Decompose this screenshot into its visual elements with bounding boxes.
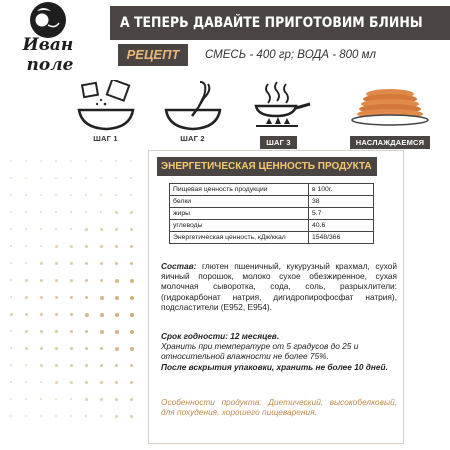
decorative-dot bbox=[40, 245, 42, 247]
decorative-dot bbox=[115, 398, 118, 401]
decorative-dot bbox=[10, 245, 12, 247]
decorative-dot bbox=[25, 194, 27, 196]
nutrition-value: 38 bbox=[309, 196, 374, 208]
decorative-dot bbox=[10, 228, 12, 230]
nutrition-title: ЭНЕРГЕТИЧЕСКАЯ ЦЕННОСТЬ ПРОДУКТА bbox=[157, 157, 377, 176]
mixing-bowl-pour-icon bbox=[71, 80, 141, 132]
decorative-dot bbox=[115, 211, 118, 214]
brand-logo bbox=[4, 0, 92, 78]
step-3-label: ШАГ 3 bbox=[260, 136, 296, 149]
decorative-dot bbox=[85, 313, 89, 317]
decorative-dot bbox=[10, 262, 12, 264]
decorative-dot bbox=[130, 194, 132, 196]
decorative-dot bbox=[10, 194, 12, 196]
decorative-dot bbox=[115, 296, 119, 300]
table-row bbox=[170, 184, 374, 196]
decorative-dot bbox=[40, 330, 43, 333]
decorative-dot bbox=[85, 211, 87, 213]
decorative-dot bbox=[100, 330, 104, 334]
decorative-dot bbox=[40, 313, 43, 316]
decorative-dot bbox=[100, 245, 103, 248]
nutrition-value: 5.7 bbox=[309, 208, 374, 220]
decorative-dot bbox=[55, 296, 58, 299]
decorative-dot bbox=[25, 364, 27, 366]
recipe-badge: РЕЦЕПТ bbox=[118, 44, 188, 66]
decorative-dot bbox=[70, 381, 73, 384]
decorative-dot bbox=[55, 211, 57, 213]
decorative-dot bbox=[115, 347, 119, 351]
decorative-dot bbox=[85, 381, 88, 384]
decorative-dot bbox=[70, 296, 73, 299]
nutrition-name: белки bbox=[170, 196, 309, 208]
table-row bbox=[170, 220, 374, 232]
decorative-dot bbox=[115, 194, 117, 196]
decorative-dot bbox=[85, 415, 87, 417]
decorative-dot bbox=[100, 364, 103, 367]
decorative-dot bbox=[10, 347, 12, 349]
brand-line2: поле bbox=[26, 55, 74, 75]
decorative-dot bbox=[85, 330, 88, 333]
info-panel bbox=[148, 150, 404, 444]
table-row bbox=[170, 208, 374, 220]
decorative-dot bbox=[40, 211, 42, 213]
decorative-dot bbox=[115, 228, 118, 231]
step-2-label: ШАГ 2 bbox=[180, 134, 205, 143]
decorative-dot bbox=[55, 160, 57, 162]
decorative-dot bbox=[85, 398, 88, 401]
decorative-dot bbox=[40, 381, 42, 383]
decorative-dot bbox=[85, 160, 87, 162]
decorative-dot bbox=[25, 296, 28, 299]
decorative-dot bbox=[25, 347, 28, 350]
decorative-dot bbox=[85, 245, 88, 248]
decorative-dot bbox=[70, 211, 72, 213]
header bbox=[0, 0, 450, 80]
decorative-dot bbox=[130, 398, 133, 401]
decorative-dot bbox=[55, 347, 58, 350]
decorative-dot bbox=[25, 177, 27, 179]
decorative-dot bbox=[25, 245, 27, 247]
composition-text bbox=[161, 261, 397, 312]
recipe-steps bbox=[0, 80, 450, 148]
decorative-dot bbox=[10, 279, 12, 281]
decorative-dot bbox=[115, 177, 117, 179]
decorative-dot bbox=[115, 364, 118, 367]
decorative-dot bbox=[10, 296, 12, 298]
decorative-dot bbox=[10, 381, 12, 383]
decorative-dot bbox=[130, 262, 133, 265]
decorative-dot bbox=[40, 347, 43, 350]
decorative-dot bbox=[40, 364, 43, 367]
decorative-dot bbox=[130, 415, 133, 418]
decorative-dot bbox=[40, 415, 42, 417]
decorative-dot bbox=[70, 194, 72, 196]
decorative-dot bbox=[55, 279, 58, 282]
decorative-dot bbox=[25, 262, 27, 264]
decorative-dot bbox=[55, 194, 57, 196]
decorative-dot bbox=[130, 296, 134, 300]
decorative-dot bbox=[25, 211, 27, 213]
decorative-dot bbox=[70, 364, 73, 367]
decorative-dot bbox=[100, 296, 104, 300]
decorative-dot bbox=[115, 381, 118, 384]
decorative-dot bbox=[25, 381, 27, 383]
table-row bbox=[170, 232, 374, 244]
decorative-dot bbox=[40, 194, 42, 196]
brand-line1: Иван bbox=[22, 35, 74, 55]
decorative-dot bbox=[130, 381, 133, 384]
decorative-dot bbox=[40, 177, 42, 179]
decorative-dot bbox=[55, 398, 57, 400]
step-2 bbox=[150, 80, 235, 143]
decorative-dot bbox=[25, 313, 28, 316]
decorative-dot bbox=[130, 364, 133, 367]
decorative-dot bbox=[100, 160, 102, 162]
nutrition-name: жиры bbox=[170, 208, 309, 220]
decorative-dot bbox=[130, 177, 132, 179]
decorative-dot bbox=[85, 228, 88, 231]
decorative-dot bbox=[55, 313, 58, 316]
decorative-dot bbox=[40, 398, 42, 400]
decorative-dot bbox=[130, 313, 134, 317]
decorative-dot bbox=[115, 415, 118, 418]
decorative-dot bbox=[70, 415, 72, 417]
decorative-dot bbox=[70, 330, 73, 333]
frying-pan-stove-icon bbox=[244, 80, 314, 132]
decorative-dot bbox=[130, 279, 134, 283]
step-4-label: НАСЛАЖДАЕМСЯ bbox=[350, 136, 431, 149]
decorative-dot bbox=[70, 398, 72, 400]
decorative-dot bbox=[70, 279, 73, 282]
table-row bbox=[170, 196, 374, 208]
step-3 bbox=[236, 80, 321, 150]
decorative-dot bbox=[115, 262, 118, 265]
decorative-dot bbox=[130, 228, 133, 231]
decorative-dot bbox=[130, 330, 134, 334]
decorative-dot bbox=[55, 262, 58, 265]
decorative-dot bbox=[70, 160, 72, 162]
decorative-dot bbox=[40, 296, 43, 299]
shelf-life-block bbox=[161, 331, 397, 372]
decorative-dot bbox=[85, 194, 87, 196]
decorative-dot bbox=[55, 177, 57, 179]
decorative-dot bbox=[130, 160, 132, 162]
decorative-dot bbox=[130, 211, 133, 214]
shelf-life-label: Срок годности: 12 месяцев. bbox=[161, 331, 280, 341]
decorative-dot bbox=[55, 228, 57, 230]
decorative-dot bbox=[100, 211, 102, 213]
decorative-dot bbox=[10, 177, 12, 179]
decorative-dot bbox=[100, 228, 103, 231]
decorative-dot bbox=[55, 415, 57, 417]
composition-label: Состав: bbox=[161, 261, 197, 271]
decorative-dot bbox=[115, 330, 119, 334]
nutrition-name: Пищевая ценность продукции bbox=[170, 184, 309, 196]
decorative-dot bbox=[10, 313, 13, 316]
recipe-mix-text: СМЕСЬ - 400 гр; ВОДА - 800 мл bbox=[205, 49, 376, 61]
page-title-text: А ТЕПЕРЬ ДАВАЙТЕ ПРИГОТОВИМ БЛИНЫ bbox=[120, 15, 423, 31]
step-1-label: ШАГ 1 bbox=[93, 134, 118, 143]
decorative-dot bbox=[40, 160, 42, 162]
decorative-dot bbox=[25, 415, 27, 417]
composition-body: глютен пшеничный, кукурузный крахмал, сухой яичный порошок, молоко сухое обезжиренное, сухая молочная сыворотка, сода, соль, разрыхлители: (гидрокарбонат натрия, дигидропирофосфат натрия), подсластители (Е952, Е954). bbox=[161, 261, 398, 312]
decorative-dot bbox=[100, 398, 103, 401]
decorative-dot bbox=[100, 194, 102, 196]
decorative-dot bbox=[55, 330, 58, 333]
pancake-stack-icon bbox=[350, 80, 430, 132]
decorative-dot bbox=[70, 262, 73, 265]
nutrition-value: 40.6 bbox=[309, 220, 374, 232]
decorative-dot bbox=[100, 279, 103, 282]
decorative-dot bbox=[40, 262, 43, 265]
decorative-dot bbox=[100, 262, 103, 265]
decorative-dot bbox=[55, 364, 58, 367]
decorative-dot bbox=[130, 347, 134, 351]
decorative-dot bbox=[100, 313, 104, 317]
nutrition-value: в 100г. bbox=[309, 184, 374, 196]
decorative-dot bbox=[85, 364, 88, 367]
decorative-dot bbox=[55, 245, 58, 248]
nutrition-name: Энергетическая ценность, кДж/ккал bbox=[170, 232, 309, 244]
decorative-dot bbox=[100, 415, 102, 417]
decorative-dot bbox=[10, 160, 12, 162]
decorative-dot bbox=[85, 177, 87, 179]
decorative-dot bbox=[85, 279, 88, 282]
decorative-dot bbox=[10, 364, 12, 366]
nutrition-table bbox=[169, 183, 374, 244]
decorative-dot bbox=[100, 177, 102, 179]
decorative-dot bbox=[100, 347, 103, 350]
decorative-dot bbox=[115, 245, 118, 248]
decorative-dot bbox=[25, 279, 28, 282]
decorative-dot bbox=[70, 177, 72, 179]
decorative-dot bbox=[70, 347, 73, 350]
decorative-dot bbox=[130, 245, 133, 248]
features-text: Особенности продукта: Диетический, высокобелковый, для похудения, хорошего пищеварения. bbox=[161, 397, 397, 418]
decorative-dot bbox=[25, 330, 28, 333]
decorative-dot bbox=[10, 415, 12, 417]
decorative-dot bbox=[10, 211, 12, 213]
decorative-dot bbox=[115, 279, 119, 283]
nutrition-name: углеводы bbox=[170, 220, 309, 232]
decorative-dot bbox=[25, 160, 27, 162]
decorative-dot bbox=[85, 296, 88, 299]
decorative-dot bbox=[70, 313, 73, 316]
bowl-whisk-icon bbox=[158, 80, 228, 132]
page-title bbox=[110, 6, 450, 40]
decorative-dot bbox=[40, 228, 42, 230]
step-1 bbox=[63, 80, 148, 143]
after-opening-text: После вскрытия упаковки, хранить не более 10 дней. bbox=[161, 361, 388, 372]
decorative-dot bbox=[115, 160, 117, 162]
decorative-dot bbox=[100, 381, 103, 384]
decorative-dot bbox=[70, 228, 72, 230]
decorative-dot bbox=[85, 262, 88, 265]
storage-text: Хранить при температуре от 5 градусов до 25 и относительной влажности не более 75%. bbox=[161, 341, 359, 362]
decorative-dot bbox=[25, 228, 27, 230]
nutrition-value: 1548/366 bbox=[309, 232, 374, 244]
decorative-dot bbox=[40, 279, 43, 282]
decorative-dot-pattern bbox=[0, 150, 150, 450]
decorative-dot bbox=[55, 381, 58, 384]
decorative-dot bbox=[10, 398, 12, 400]
decorative-dot bbox=[25, 398, 27, 400]
decorative-dot bbox=[115, 313, 119, 317]
decorative-dot bbox=[70, 245, 73, 248]
decorative-dot bbox=[10, 330, 12, 332]
decorative-dot bbox=[85, 347, 88, 350]
step-4 bbox=[345, 80, 435, 150]
